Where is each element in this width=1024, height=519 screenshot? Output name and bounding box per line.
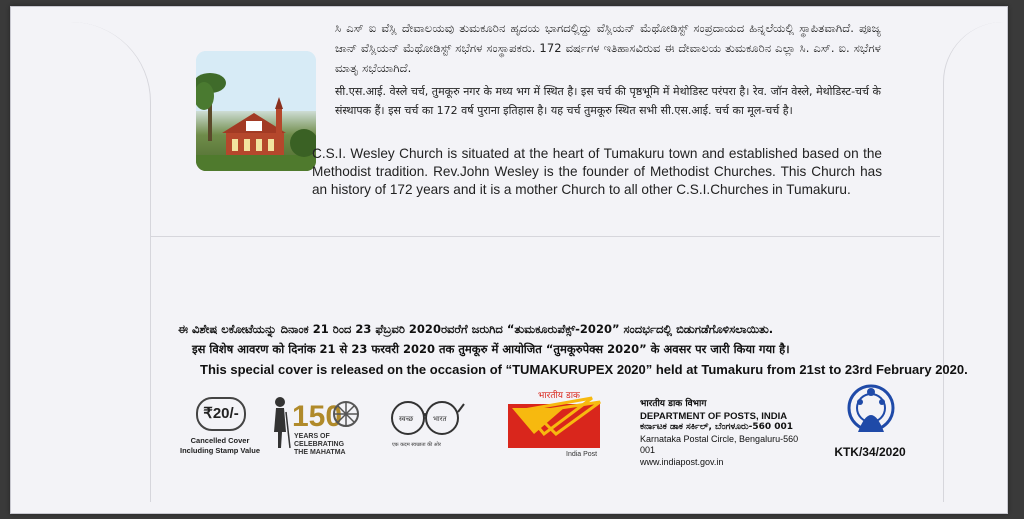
gandhi-150-logo [270, 392, 364, 458]
kannada-release-note: ಈ ವಿಶೇಷ ಲಕೋಟೆಯನ್ನು ದಿನಾಂಕ 21 ರಿಂದ 23 ಫೆಬ್ರವರಿ 2020ರವರೆಗೆ ಜರುಗಿದ “ತುಮಕೂರುಪೆಕ್ಸ್-2020” ಸಂದರ್ಭದಲ್ಲಿ ಬಿಡುಗಡೆಗೊಳಿಸಲಾಯಿತು. [178, 322, 774, 336]
swachh-left: स्वच्छ [399, 415, 414, 423]
dept-english-address: Karnataka Postal Circle, Bengaluru-560 001 [640, 433, 799, 455]
hindi-description: सी.एस.आई. वेस्ले चर्च, तुमकूरु नगर के मध्य भग में स्थित है। इस चर्च की पृष्ठभूमि में मेथोडिस्ट परंपरा है। रेव. जॉन वेस्ले, मेथोडिस्ट-चर्च के संस्थापक हैं। इस चर्च का 172 वर्ष पुराना इतिहास है। यह चर्च तुमकूरु स्थित सभी सी.एस.आई. चर्च का मूल-चर्च है। [335, 85, 881, 117]
india-post-logo [504, 388, 604, 460]
gandhi-line3: THE MAHATMA [294, 449, 346, 456]
department-block [640, 399, 810, 468]
dept-english-name: DEPARTMENT OF POSTS, INDIA [640, 410, 788, 422]
price-note-line1: Cancelled Cover [190, 436, 250, 445]
dept-hindi-name: भारतीय डाक विभाग [640, 399, 707, 409]
peacock-emblem-icon [838, 378, 904, 444]
left-flap [10, 22, 151, 502]
hindi-release-note: इस विशेष आवरण को दिनांक 21 से 23 फरवरी 2020 तक तुमकूरु में आयोजित “तुमकूरुपेक्स 2020” के अवसर पर जारी किया गया है। [192, 342, 790, 356]
right-flap [943, 22, 1014, 502]
swachh-bharat-logo [386, 398, 466, 452]
price-badge: ₹20/- [196, 397, 246, 431]
flap-fold-line [150, 236, 940, 237]
kannada-description: ಸಿ ಎಸ್ ಐ ವೆಸ್ಲಿ ದೇವಾಲಯವು ತುಮಕೂರಿನ ಹೃದಯ ಭಾಗದಲ್ಲಿದ್ದು ವೆಸ್ಲಿಯನ್ ಮೆಥೋಡಿಸ್ಟ್ ಸಂಪ್ರದಾಯದ ಹಿನ್ನಲೆಯಲ್ಲಿ ಸ್ಥಾಪಿತವಾಗಿದೆ. ಪೂಜ್ಯ ಜಾನ್ ವೆಸ್ಲಿಯನ್ ಮೆಥೋಡಿಸ್ಟ್ ಸಭೆಗಳ ಸಂಸ್ಥಾಪಕರು. 172 ವರ್ಷಗಳ ಇತಿಹಾಸವಿರುವ ಈ ದೇವಾಲಯ ತುಮಕೂರಿನ ಎಲ್ಲಾ ಸಿ. ಎಸ್. ಐ. ಸಭೆಗಳ ಮಾತೃ ಸಭೆಯಾಗಿದೆ. [335, 21, 881, 75]
price-note [176, 436, 264, 456]
gandhi-silhouette-icon [274, 397, 290, 448]
swachh-right: भारत [433, 415, 447, 423]
india-post-label: India Post [566, 451, 598, 458]
english-release-note: This special cover is released on the occasion of “TUMAKURUPEX 2020” held at Tumakuru from 21st to 23rd February 2020. [200, 362, 968, 377]
price-note-line2: Including Stamp Value [179, 446, 260, 455]
cover-code: KTK/34/2020 [834, 445, 906, 459]
gandhi-line1: YEARS OF [294, 433, 330, 440]
church-photo [196, 51, 316, 171]
dept-kannada-address: ಕರ್ನಾಟಕ ಡಾಕ ಸರ್ಕಿಲ್, ಬೆಂಗಳೂರು-560 001 [640, 422, 794, 432]
gandhi-number: 150 [292, 400, 343, 433]
dept-website: www.indiapost.gov.in [640, 456, 724, 467]
swachh-tagline: एक कदम स्वच्छता की ओर [392, 442, 441, 448]
charkha-icon [334, 402, 358, 426]
english-description: C.S.I. Wesley Church is situated at the heart of Tumakuru town and established based on the Methodist tradition. Rev.John Wesley is the founder of Methodist Churches. This Church has an history of 172 years and it is a mother Church to all other C.S.I.Churches in Tumakuru. [312, 146, 882, 197]
gandhi-line2: CELEBRATING [294, 441, 345, 448]
india-post-hindi: भारतीय डाक [538, 391, 580, 401]
